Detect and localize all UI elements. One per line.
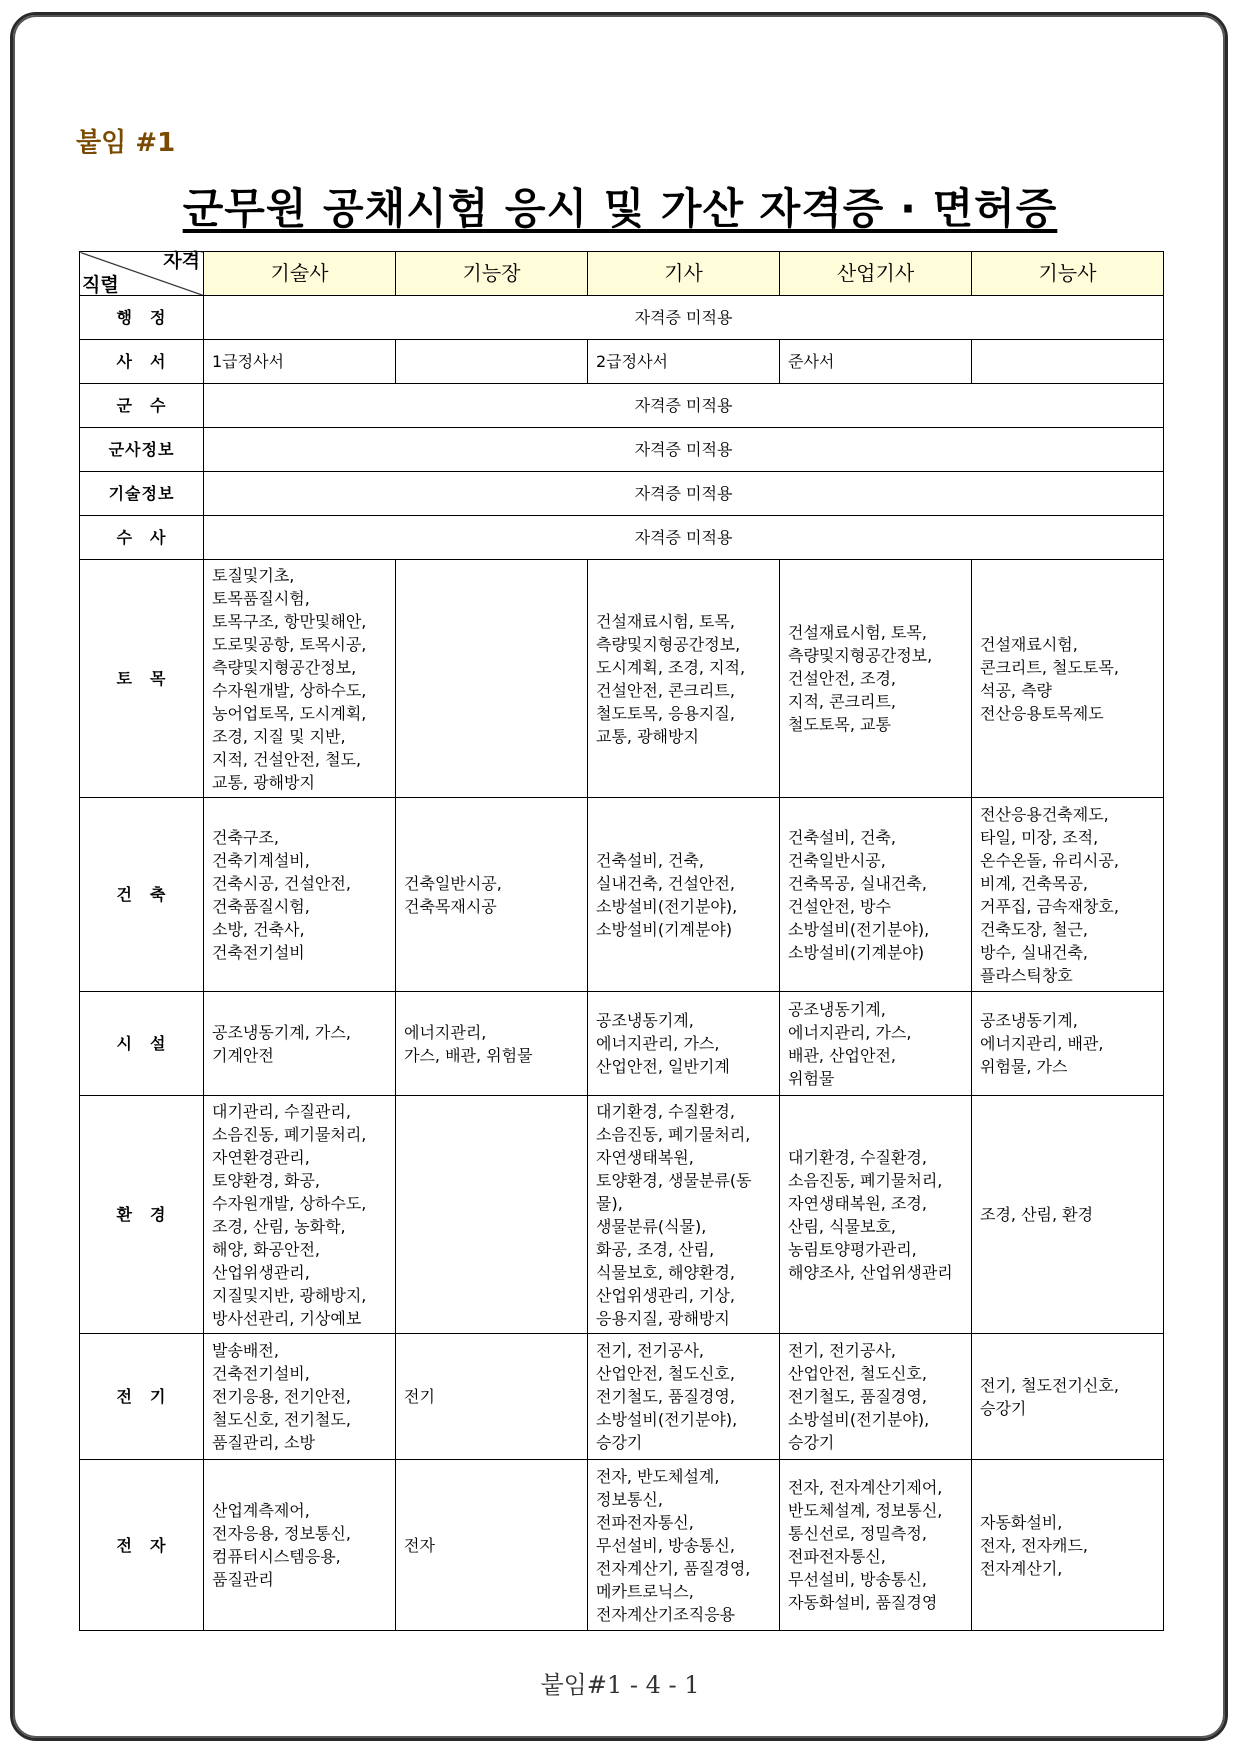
header-craftsman-master: 기능장: [396, 252, 588, 296]
row-label: 기술정보: [80, 472, 204, 516]
header-engineer: 기사: [588, 252, 780, 296]
attachment-label: 붙임 #1: [76, 128, 176, 158]
table-cell: 전기, 철도전기신호, 승강기: [972, 1334, 1164, 1460]
row-label: 건 축: [80, 798, 204, 992]
table-cell: 대기환경, 수질환경, 소음진동, 폐기물처리, 자연생태복원, 조경, 산림, 식물보호, 농림토양평가관리, 해양조사, 산업위생관리: [780, 1096, 972, 1334]
table-cell: 에너지관리, 가스, 배관, 위험물: [396, 992, 588, 1096]
table-row: [80, 798, 1164, 992]
header-technician-master: 기술사: [204, 252, 396, 296]
merged-cell: 자격증 미적용: [204, 472, 1164, 516]
header-industrial-engineer: 산업기사: [780, 252, 972, 296]
table-cell: 전기, 전기공사, 산업안전, 철도신호, 전기철도, 품질경영, 소방설비(전기분야), 승강기: [588, 1334, 780, 1460]
row-label: 군사정보: [80, 428, 204, 472]
table-cell: 건설재료시험, 콘크리트, 철도토목, 석공, 측량 전산응용토목제도: [972, 560, 1164, 798]
table-cell: [396, 340, 588, 384]
table-cell: [396, 560, 588, 798]
row-label: 사 서: [80, 340, 204, 384]
table-row: [80, 992, 1164, 1096]
table-row: [80, 1460, 1164, 1631]
merged-cell: 자격증 미적용: [204, 516, 1164, 560]
table-row: [80, 1334, 1164, 1460]
table-cell: 토질및기초, 토목품질시험, 토목구조, 항만및해안, 도로및공항, 토목시공, 측량및지형공간정보, 수자원개발, 상하수도, 농어업토목, 도시계획, 조경, 지질 및 지반, 지적, 건설안전, 철도, 교통, 광해방지: [204, 560, 396, 798]
corner-header: [80, 252, 204, 296]
table-cell: 1급정사서: [204, 340, 396, 384]
table-cell: 공조냉동기계, 에너지관리, 가스, 산업안전, 일반기계: [588, 992, 780, 1096]
table-cell: 공조냉동기계, 에너지관리, 배관, 위험물, 가스: [972, 992, 1164, 1096]
table-row: [80, 384, 1164, 428]
table-row: [80, 1096, 1164, 1334]
row-label: 군 수: [80, 384, 204, 428]
table-row: [80, 516, 1164, 560]
header-craftsman: 기능사: [972, 252, 1164, 296]
table-cell: 2급정사서: [588, 340, 780, 384]
table-cell: 대기환경, 수질환경, 소음진동, 폐기물처리, 자연생태복원, 토양환경, 생물분류(동물), 생물분류(식물), 화공, 조경, 산림, 식물보호, 해양환경, 산업위생관리, 기상, 응용지질, 광해방지: [588, 1096, 780, 1334]
row-label: 전 기: [80, 1334, 204, 1460]
table-cell: 전기, 전기공사, 산업안전, 철도신호, 전기철도, 품질경영, 소방설비(전기분야), 승강기: [780, 1334, 972, 1460]
row-label: 행 정: [80, 296, 204, 340]
certificate-table: [79, 251, 1164, 1631]
row-label: 토 목: [80, 560, 204, 798]
merged-cell: 자격증 미적용: [204, 428, 1164, 472]
corner-label-series: 직렬: [82, 274, 119, 296]
table-cell: 건설재료시험, 토목, 측량및지형공간정보, 도시계획, 조경, 지적, 건설안전, 콘크리트, 철도토목, 응용지질, 교통, 광해방지: [588, 560, 780, 798]
merged-cell: 자격증 미적용: [204, 384, 1164, 428]
table-cell: 전기: [396, 1334, 588, 1460]
table-cell: 전자: [396, 1460, 588, 1631]
row-label: 수 사: [80, 516, 204, 560]
table-cell: 조경, 산림, 환경: [972, 1096, 1164, 1334]
table-cell: [396, 1096, 588, 1334]
table-row: [80, 340, 1164, 384]
table-cell: 전산응용건축제도, 타일, 미장, 조적, 온수온돌, 유리시공, 비계, 건축목공, 거푸집, 금속재창호, 건축도장, 철근, 방수, 실내건축, 플라스틱창호: [972, 798, 1164, 992]
table-cell: 산업계측제어, 전자응용, 정보통신, 컴퓨터시스템응용, 품질관리: [204, 1460, 396, 1631]
table-cell: 전자, 전자계산기제어, 반도체설계, 정보통신, 통신선로, 정밀측정, 전파전자통신, 무선설비, 방송통신, 자동화설비, 품질경영: [780, 1460, 972, 1631]
page-footer: 붙임#1 - 4 - 1: [540, 1671, 700, 1699]
table-cell: 건축설비, 건축, 건축일반시공, 건축목공, 실내건축, 건설안전, 방수 소방설비(전기분야), 소방설비(기계분야): [780, 798, 972, 992]
table-cell: 전자, 반도체설계, 정보통신, 전파전자통신, 무선설비, 방송통신, 전자계산기, 품질경영, 메카트로닉스, 전자계산기조직응용: [588, 1460, 780, 1631]
table-row: [80, 296, 1164, 340]
table-cell: 준사서: [780, 340, 972, 384]
document-title: 군무원 공채시험 응시 및 가산 자격증 · 면허증: [182, 184, 1058, 233]
table-cell: 발송배전, 건축전기설비, 전기응용, 전기안전, 철도신호, 전기철도, 품질관리, 소방: [204, 1334, 396, 1460]
table-cell: 건축구조, 건축기계설비, 건축시공, 건설안전, 건축품질시험, 소방, 건축사, 건축전기설비: [204, 798, 396, 992]
table-row: [80, 428, 1164, 472]
row-label: 시 설: [80, 992, 204, 1096]
merged-cell: 자격증 미적용: [204, 296, 1164, 340]
table-cell: 공조냉동기계, 에너지관리, 가스, 배관, 산업안전, 위험물: [780, 992, 972, 1096]
corner-label-qualification: 자격: [163, 250, 200, 272]
table-cell: 건설재료시험, 토목, 측량및지형공간정보, 건설안전, 조경, 지적, 콘크리트, 철도토목, 교통: [780, 560, 972, 798]
table-cell: 건축일반시공, 건축목재시공: [396, 798, 588, 992]
row-label: 전 자: [80, 1460, 204, 1631]
row-label: 환 경: [80, 1096, 204, 1334]
table-cell: [972, 340, 1164, 384]
table-cell: 자동화설비, 전자, 전자캐드, 전자계산기,: [972, 1460, 1164, 1631]
table-cell: 대기관리, 수질관리, 소음진동, 폐기물처리, 자연환경관리, 토양환경, 화공, 수자원개발, 상하수도, 조경, 산림, 농화학, 해양, 화공안전, 산업위생관리, 지질및지반, 광해방지, 방사선관리, 기상예보: [204, 1096, 396, 1334]
table-cell: 공조냉동기계, 가스, 기계안전: [204, 992, 396, 1096]
table-row: [80, 472, 1164, 516]
table-cell: 건축설비, 건축, 실내건축, 건설안전, 소방설비(전기분야), 소방설비(기계분야): [588, 798, 780, 992]
table-row: [80, 560, 1164, 798]
